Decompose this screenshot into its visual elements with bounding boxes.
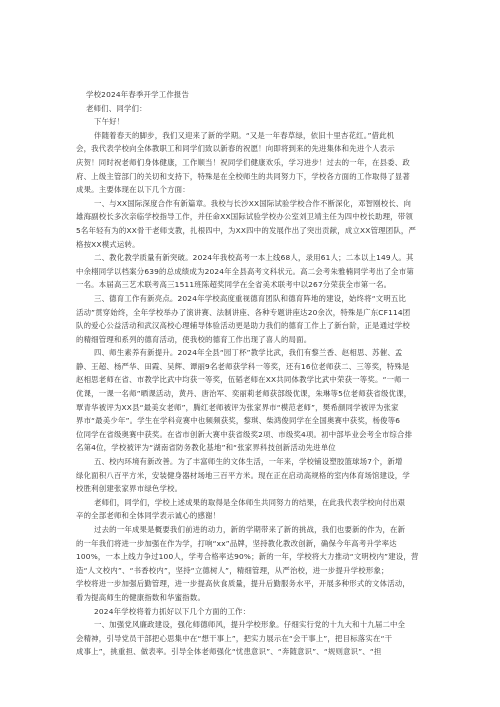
text-line: 一、与XX国际深度合作有新篇章。我校与长沙XX国际试验学校合作不断深化，邓智刚校长、向	[94, 198, 412, 208]
text-line: 优课，一课一名师”晒课活动，黄丹、唐治军、奕丽莉老师获部级优课，朱琳等5位老师获省级优课，	[76, 389, 412, 399]
text-line: 位同学在省级奥赛中获奖。在省市创新大赛中获省级奖2项、市级奖4项。初中部毕业会考全市综合排	[76, 429, 413, 439]
text-line: 绿化面积八百平方米，安装健身器材场地三百平方米。现在正在启动高规格的室内体育场馆建设，学	[76, 470, 410, 480]
text-line: 会精神，引导党员干部把心思集中在“想干事上”，把实力展示在“会干事上”，把目标落实在“干	[76, 633, 393, 643]
report-body	[76, 88, 444, 659]
text-line: 5名年轻有为的XX骨干老师支教，扎根四中，为XX四中的发展作出了突出贡献，成立XX管理团队，严	[76, 225, 417, 235]
text-line: 覃青华被评为XX县“最美女老师”，腾红老师被评为张家界市“模范老师”，樊希颜同学被评为张家	[76, 402, 399, 412]
text-line: 的一年我们将进一步加强在作为学，打响“xx”品牌，坚持教化教改创新，确保今年高考升学率达	[76, 538, 397, 548]
text-line: 三、德育工作有新亮点。2024年学校高度重视德育团队和德育阵地的建设，始终将“文明五比	[94, 293, 407, 303]
text-line: 府、上级主管部门的关切和支持下，特殊是在全校师生的共同努力下，学校各方面的工作取得了显著	[76, 171, 410, 181]
text-line: 中余栩同学以档案分639的总成绩成为2024年全县高考文科状元。高二会考朱雅楠同学考出了全市第	[76, 266, 414, 276]
text-line: 校胜利创建张家界市绿色学校。	[76, 484, 183, 494]
text-line: 会，我代表学校向全体教职工和同学们致以新春的祝愿！向即将到来的先进集体和先进个人表示	[76, 144, 395, 154]
text-line: 队的爱心公益活动和武汉高校心理辅导体验活动更是助力我们的德育工作上了新台阶，正是通过学校	[76, 321, 410, 331]
report-title: 学校2024年春季开学工作报告	[86, 90, 190, 99]
text-line: 看为提高师生的健康指数和华蜜指数。	[76, 592, 206, 602]
text-line: 的精细管理和系列的德育活动，使我校的德育工作出现了喜人的局面。	[76, 334, 312, 344]
text-line: 伴随着春天的脚步，我们又迎来了新的学期。“又是一年春草绿，依旧十里杏花红。”借此机	[94, 130, 395, 140]
text-line: 一、加强党风廉政建设，强化师德师风，提升学校形象。仔细实行党的十九大和十九届二中全	[94, 620, 406, 630]
text-line: 静、王超、杨严华、田霞、吴辉、谭丽9名老师获学科一等奖，还有16位老师获二、三等奖，特殊是	[76, 361, 410, 371]
text-line: 学校将进一步加强后勤管理，进一步提高伙食质量，提升后勤服务水平，开展多种形式的文体活动，	[76, 579, 410, 589]
text-line: 赵相思老师在省、市教学比武中均获一等奖，伍韬老师在XX共同体教学比武中荣获一等奖。“一师一	[76, 375, 410, 385]
text-line: 庆贺！同时祝老师们身体健康，工作顺当！祝同学们健康欢乐，学习进步！过去的一年，在县委、政	[76, 157, 410, 167]
text-line: 下午好！	[94, 117, 125, 127]
text-line: 过去的一年成果是概要我们前进的动力，新的学期带来了新的挑战，我们也要新的作为，在新	[94, 525, 406, 534]
text-line: 格按XX模式运转。	[76, 239, 140, 249]
text-line: 一名。本届高三艺术联考高三1511班陈超奖同学在全省美术联考中以267分荣获全市第一名。	[76, 280, 392, 290]
text-line: 四、师生素养有新提升。2024年全县“园丁杯”教学比武，我们有黎兰香、赵相思、苏催、孟	[94, 348, 403, 358]
text-line: 二、教化教学质量有新突破。2024年我校高考一本上线68人，录用61人；二本以上149人。其	[94, 253, 414, 263]
text-line: 老师们、同学们：	[86, 103, 147, 113]
text-line: 老师们，同学们，学校上述成果的取得是全体师生共同努力的结果，在此我代表学校向付出艰	[94, 497, 406, 507]
text-line: 界市“最美少年”。学生在学科竞赛中也频频获奖，黎琪、柴鸿俊同学在全国奥赛中获奖，杨俊等6	[76, 416, 401, 426]
text-line: 成事上”，挑重担、做表率。引导全体老师强化“忧患意识”、“奔随意识”、“规则意识”、“担	[76, 647, 382, 657]
text-line: 成果。主要体现在以下几个方面：	[76, 185, 190, 195]
text-line: 活动”贯穿始终，全年学校举办了演讲赛、法制讲座、各种专题讲座达20余次，特殊是广东CF114团	[76, 307, 411, 317]
text-line: 100%，一本上线力争过100人，学考合格率达90%；新的一年，学校将大力推动“文明校内”建设，营	[76, 552, 419, 562]
text-line: 雄海副校长多次亲临学校指导工作，并任命XX国际试验学校办公室刘卫靖主任为四中校长助理，带领	[76, 212, 413, 222]
text-line: 2024年学校将着力抓好以下几个方面的工作：	[94, 606, 251, 616]
text-line: 造“人文校内”、“书香校内”，坚持“立德树人”，精细管理，从严治校，进一步提升学校形象；	[76, 565, 389, 575]
text-line: 五、校内环境有新改善。为了丰富师生的文体生活，一年来，学校铺设塑胶篮球场7个，新增	[94, 457, 403, 467]
text-line: 辛的全部老师和全体同学表示诚心的感谢！	[76, 511, 221, 521]
text-line: 名第4位，学校被评为“湖南省防务教化基地”和“张家界科技创新活动先进单位	[76, 443, 336, 453]
